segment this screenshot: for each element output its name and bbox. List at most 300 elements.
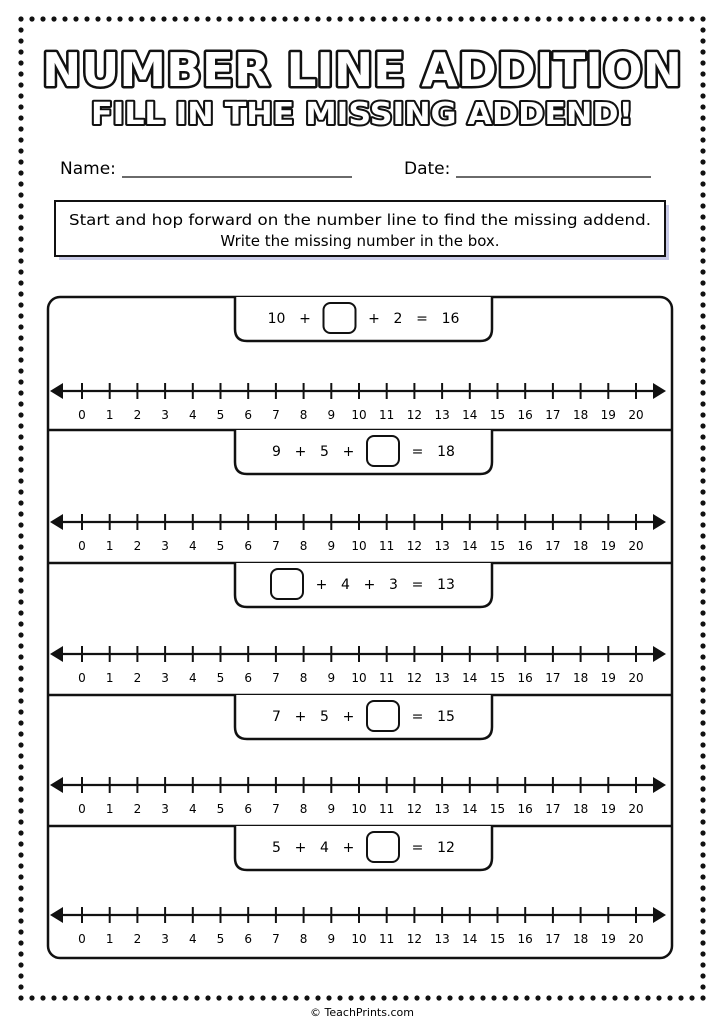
border-dot xyxy=(700,665,705,670)
border-dot xyxy=(18,137,23,142)
border-dot xyxy=(623,16,628,21)
border-dot xyxy=(18,621,23,626)
tick-label: 11 xyxy=(379,802,395,816)
tick-label: 14 xyxy=(462,539,478,553)
border-dot xyxy=(18,775,23,780)
border-dot xyxy=(612,995,617,1000)
problem-4 xyxy=(48,695,672,816)
equation-operator: = xyxy=(411,709,424,725)
border-dot xyxy=(128,995,133,1000)
arrow-right-icon xyxy=(653,383,666,399)
border-dot xyxy=(700,423,705,428)
tick-label: 12 xyxy=(406,671,423,685)
border-dot xyxy=(700,148,705,153)
border-dot xyxy=(18,709,23,714)
tick-label: 16 xyxy=(517,539,533,553)
border-dot xyxy=(524,995,529,1000)
border-dot xyxy=(18,951,23,956)
border-dot xyxy=(18,511,23,516)
answer-box[interactable] xyxy=(367,701,399,731)
tick-label: 19 xyxy=(600,408,616,422)
tick-label: 8 xyxy=(299,408,308,422)
border-dot xyxy=(29,995,34,1000)
border-dot xyxy=(612,16,617,21)
tick-label: 3 xyxy=(161,932,169,946)
equation-number: 13 xyxy=(437,577,455,593)
border-dot xyxy=(271,16,276,21)
problem-3 xyxy=(48,563,672,685)
border-dot xyxy=(18,566,23,571)
border-dot xyxy=(700,225,705,230)
problem-2 xyxy=(48,430,672,553)
border-dot xyxy=(381,16,386,21)
number-line xyxy=(50,907,666,946)
border-dot xyxy=(700,984,705,989)
border-dot xyxy=(18,368,23,373)
tick-label: 4 xyxy=(188,802,197,816)
border-dot xyxy=(194,16,199,21)
border-dot xyxy=(18,434,23,439)
border-dot xyxy=(700,137,705,142)
border-dot xyxy=(18,456,23,461)
tick-label: 6 xyxy=(244,539,253,553)
tick-label: 18 xyxy=(572,539,589,553)
tick-label: 6 xyxy=(244,408,253,422)
tick-label: 9 xyxy=(327,802,336,816)
arrow-left-icon xyxy=(50,646,63,662)
border-dot xyxy=(700,82,705,87)
tick-label: 12 xyxy=(406,539,423,553)
tick-label: 9 xyxy=(327,408,336,422)
equation-operator: + xyxy=(299,311,311,327)
border-dot xyxy=(524,16,529,21)
tick-label: 10 xyxy=(351,802,367,816)
border-dot xyxy=(18,500,23,505)
tick-label: 11 xyxy=(379,932,395,946)
equation-operator: + xyxy=(342,840,355,856)
border-dot xyxy=(216,16,221,21)
border-dot xyxy=(425,995,430,1000)
border-dot xyxy=(700,357,705,362)
tick-label: 13 xyxy=(434,932,450,946)
number-line xyxy=(50,777,666,816)
border-dot xyxy=(161,16,166,21)
border-dot xyxy=(359,16,364,21)
tick-label: 2 xyxy=(133,671,142,685)
tick-label: 16 xyxy=(517,671,533,685)
instructions-box xyxy=(55,201,669,260)
border-dot xyxy=(700,764,705,769)
tick-label: 10 xyxy=(351,671,367,685)
border-dot xyxy=(18,115,23,120)
border-dot xyxy=(700,907,705,912)
border-dot xyxy=(513,995,518,1000)
border-dot xyxy=(447,995,452,1000)
tick-label: 13 xyxy=(434,408,450,422)
border-dot xyxy=(304,995,309,1000)
equation-number: 7 xyxy=(272,709,281,725)
border-dot xyxy=(282,995,287,1000)
tick-label: 7 xyxy=(272,671,280,685)
border-dot xyxy=(700,236,705,241)
tick-label: 0 xyxy=(78,932,86,946)
border-dot xyxy=(18,27,23,32)
tick-label: 11 xyxy=(379,408,395,422)
border-dot xyxy=(18,830,23,835)
border-dot xyxy=(700,27,705,32)
answer-box[interactable] xyxy=(367,832,399,862)
border-dot xyxy=(700,951,705,956)
border-dot xyxy=(18,16,23,21)
border-dot xyxy=(315,995,320,1000)
equation-number: 4 xyxy=(341,577,350,593)
border-dot xyxy=(326,995,331,1000)
tick-label: 20 xyxy=(628,539,644,553)
border-dot xyxy=(172,16,177,21)
tick-label: 3 xyxy=(161,408,169,422)
border-dot xyxy=(590,995,595,1000)
tick-label: 4 xyxy=(188,932,197,946)
border-dot xyxy=(227,16,232,21)
border-dot xyxy=(645,16,650,21)
arrow-left-icon xyxy=(50,907,63,923)
border-dot xyxy=(557,995,562,1000)
border-dot xyxy=(18,786,23,791)
border-dot xyxy=(700,522,705,527)
answer-box[interactable] xyxy=(271,569,303,599)
tick-label: 13 xyxy=(434,539,450,553)
border-dot xyxy=(370,995,375,1000)
tick-label: 5 xyxy=(216,539,225,553)
equation-number: 10 xyxy=(267,311,286,327)
border-dot xyxy=(700,610,705,615)
border-dot xyxy=(18,258,23,263)
border-dot xyxy=(216,995,221,1000)
equation-number: 15 xyxy=(437,709,455,725)
border-dot xyxy=(590,16,595,21)
tick-label: 0 xyxy=(78,671,86,685)
border-dot xyxy=(700,49,705,54)
border-dot xyxy=(700,775,705,780)
border-dot xyxy=(117,16,122,21)
border-dot xyxy=(18,533,23,538)
border-dot xyxy=(480,995,485,1000)
problem-list xyxy=(48,297,672,946)
tick-label: 3 xyxy=(161,539,169,553)
border-dot xyxy=(18,599,23,604)
tick-label: 16 xyxy=(517,408,533,422)
tick-label: 16 xyxy=(517,802,533,816)
answer-box[interactable] xyxy=(367,436,399,466)
tick-label: 13 xyxy=(434,802,450,816)
border-dot xyxy=(18,214,23,219)
border-dot xyxy=(18,390,23,395)
border-dot xyxy=(18,731,23,736)
border-dot xyxy=(700,258,705,263)
border-dot xyxy=(623,995,628,1000)
border-dot xyxy=(700,643,705,648)
border-dot xyxy=(436,16,441,21)
tick-label: 17 xyxy=(545,802,561,816)
border-dot xyxy=(700,379,705,384)
tick-label: 4 xyxy=(188,408,197,422)
border-dot xyxy=(700,16,705,21)
tick-label: 15 xyxy=(489,671,506,685)
tick-label: 14 xyxy=(462,932,478,946)
border-dot xyxy=(18,60,23,65)
border-dot xyxy=(18,610,23,615)
border-dot xyxy=(491,995,496,1000)
border-dot xyxy=(700,159,705,164)
border-dot xyxy=(678,995,683,1000)
tick-label: 17 xyxy=(545,932,561,946)
border-dot xyxy=(700,511,705,516)
worksheet-title: NUMBER LINE ADDITION xyxy=(42,43,682,97)
border-dot xyxy=(700,885,705,890)
border-dot xyxy=(95,16,100,21)
border-dot xyxy=(700,720,705,725)
border-dot xyxy=(700,445,705,450)
arrow-right-icon xyxy=(653,907,666,923)
border-dot xyxy=(40,16,45,21)
border-dot xyxy=(634,995,639,1000)
border-dot xyxy=(18,863,23,868)
border-dot xyxy=(414,995,419,1000)
tick-label: 1 xyxy=(105,932,114,946)
border-dot xyxy=(293,995,298,1000)
border-dot xyxy=(700,60,705,65)
border-dot xyxy=(458,995,463,1000)
border-dot xyxy=(18,698,23,703)
border-dot xyxy=(700,126,705,131)
border-dot xyxy=(414,16,419,21)
border-dot xyxy=(150,995,155,1000)
border-dot xyxy=(392,16,397,21)
border-dot xyxy=(172,995,177,1000)
border-dot xyxy=(18,357,23,362)
border-dot xyxy=(535,16,540,21)
border-dot xyxy=(700,104,705,109)
tick-label: 7 xyxy=(272,932,280,946)
tick-label: 1 xyxy=(105,671,114,685)
border-dot xyxy=(568,16,573,21)
tick-label: 20 xyxy=(628,671,644,685)
worksheet-subtitle: FILL IN THE MISSING ADDEND! xyxy=(91,97,633,132)
tick-label: 14 xyxy=(462,802,478,816)
tick-label: 14 xyxy=(462,671,478,685)
border-dot xyxy=(491,16,496,21)
border-dot xyxy=(161,995,166,1000)
border-dot xyxy=(106,995,111,1000)
tick-label: 5 xyxy=(216,932,225,946)
arrow-left-icon xyxy=(50,777,63,793)
border-dot xyxy=(18,93,23,98)
border-dot xyxy=(700,247,705,252)
equation-operator: + xyxy=(294,444,307,460)
border-dot xyxy=(40,995,45,1000)
border-dot xyxy=(700,71,705,76)
tick-label: 20 xyxy=(628,932,644,946)
tick-label: 10 xyxy=(351,932,367,946)
tick-label: 6 xyxy=(244,671,253,685)
problem-1 xyxy=(50,297,666,422)
border-dot xyxy=(469,16,474,21)
tick-label: 5 xyxy=(216,408,225,422)
border-dot xyxy=(18,907,23,912)
border-dot xyxy=(84,16,89,21)
tick-label: 9 xyxy=(327,671,336,685)
border-dot xyxy=(18,665,23,670)
tick-label: 15 xyxy=(489,802,506,816)
tick-label: 7 xyxy=(272,539,280,553)
tick-label: 0 xyxy=(78,408,86,422)
problem-5 xyxy=(48,826,672,946)
tick-label: 19 xyxy=(600,802,616,816)
border-dot xyxy=(392,995,397,1000)
border-dot xyxy=(370,16,375,21)
equation-operator: = xyxy=(411,577,424,593)
border-dot xyxy=(18,467,23,472)
tick-label: 7 xyxy=(272,802,280,816)
number-line xyxy=(50,383,666,422)
border-dot xyxy=(18,159,23,164)
border-dot xyxy=(18,225,23,230)
border-dot xyxy=(700,93,705,98)
border-dot xyxy=(18,841,23,846)
border-dot xyxy=(403,16,408,21)
tick-label: 11 xyxy=(379,539,395,553)
equation-operator: + xyxy=(342,709,355,725)
border-dot xyxy=(260,16,265,21)
arrow-right-icon xyxy=(653,777,666,793)
border-dot xyxy=(315,16,320,21)
border-dot xyxy=(73,995,78,1000)
tick-label: 4 xyxy=(188,671,197,685)
border-dot xyxy=(700,412,705,417)
border-dot xyxy=(700,962,705,967)
border-dot xyxy=(194,995,199,1000)
equation-number: 18 xyxy=(437,444,455,460)
border-dot xyxy=(18,148,23,153)
border-dot xyxy=(293,16,298,21)
border-dot xyxy=(700,566,705,571)
instructions-line-1: Start and hop forward on the number line to find the missing addend. xyxy=(69,211,651,229)
border-dot xyxy=(700,544,705,549)
border-dot xyxy=(359,995,364,1000)
border-dot xyxy=(18,269,23,274)
tick-label: 3 xyxy=(161,802,169,816)
tick-label: 15 xyxy=(489,408,506,422)
equation-operator: + xyxy=(294,709,307,725)
border-dot xyxy=(18,643,23,648)
border-dot xyxy=(18,632,23,637)
border-dot xyxy=(84,995,89,1000)
instructions-line-2: Write the missing number in the box. xyxy=(220,232,500,250)
border-dot xyxy=(700,555,705,560)
border-dot xyxy=(700,456,705,461)
border-dot xyxy=(700,731,705,736)
equation-number: 5 xyxy=(320,709,329,725)
border-dot xyxy=(700,973,705,978)
border-dot xyxy=(700,181,705,186)
border-dot xyxy=(700,599,705,604)
border-dot xyxy=(227,995,232,1000)
border-dot xyxy=(700,467,705,472)
border-dot xyxy=(700,687,705,692)
border-dot xyxy=(139,16,144,21)
equation-operator: + xyxy=(363,577,376,593)
border-dot xyxy=(18,962,23,967)
tick-label: 2 xyxy=(133,802,142,816)
tick-label: 16 xyxy=(517,932,533,946)
border-dot xyxy=(634,16,639,21)
border-dot xyxy=(18,170,23,175)
border-dot xyxy=(18,753,23,758)
border-dot xyxy=(700,632,705,637)
border-dot xyxy=(502,995,507,1000)
border-dot xyxy=(700,115,705,120)
tick-label: 18 xyxy=(572,671,589,685)
border-dot xyxy=(18,874,23,879)
equation-operator: + xyxy=(315,577,328,593)
tick-label: 8 xyxy=(299,539,308,553)
tick-label: 5 xyxy=(216,671,225,685)
arrow-left-icon xyxy=(50,514,63,530)
border-dot xyxy=(18,489,23,494)
border-dot xyxy=(700,368,705,373)
border-dot xyxy=(348,16,353,21)
border-dot xyxy=(469,995,474,1000)
border-dot xyxy=(689,16,694,21)
border-dot xyxy=(326,16,331,21)
border-dot xyxy=(18,445,23,450)
tick-label: 20 xyxy=(628,408,644,422)
border-dot xyxy=(579,16,584,21)
border-dot xyxy=(282,16,287,21)
border-dot xyxy=(689,995,694,1000)
border-dot xyxy=(18,555,23,560)
border-dot xyxy=(700,390,705,395)
border-dot xyxy=(18,896,23,901)
equation-number: 12 xyxy=(437,840,455,856)
answer-box[interactable] xyxy=(324,303,356,333)
border-dot xyxy=(667,16,672,21)
border-dot xyxy=(535,995,540,1000)
tick-label: 5 xyxy=(216,802,225,816)
tick-label: 11 xyxy=(379,671,395,685)
border-dot xyxy=(700,434,705,439)
border-dot xyxy=(271,995,276,1000)
border-dot xyxy=(18,203,23,208)
border-dot xyxy=(238,995,243,1000)
border-dot xyxy=(18,335,23,340)
border-dot xyxy=(700,786,705,791)
border-dot xyxy=(18,313,23,318)
border-dot xyxy=(18,918,23,923)
border-dot xyxy=(18,49,23,54)
border-dot xyxy=(700,533,705,538)
border-dot xyxy=(667,995,672,1000)
border-dot xyxy=(18,995,23,1000)
border-dot xyxy=(18,577,23,582)
tick-label: 4 xyxy=(188,539,197,553)
equation-number: 5 xyxy=(320,444,329,460)
tick-label: 19 xyxy=(600,932,616,946)
equation-operator: = xyxy=(411,840,424,856)
border-dot xyxy=(18,401,23,406)
border-dot xyxy=(62,16,67,21)
border-dot xyxy=(238,16,243,21)
